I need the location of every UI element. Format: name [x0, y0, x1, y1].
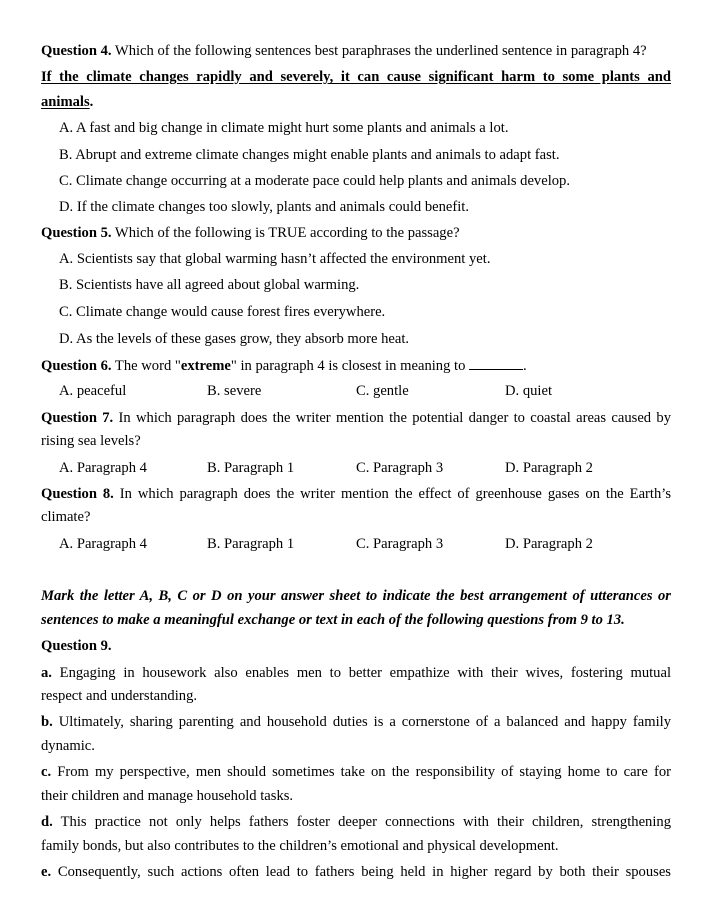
q7-question-line1: Question 7. In which paragraph does the writer mention the potential danger to coastal areas caused by — [41, 410, 671, 426]
q7-option-c[interactable]: C. Paragraph 3 — [356, 460, 444, 476]
q5-question — [41, 224, 671, 242]
q4-option-c[interactable]: C. Climate change occurring at a moderate pace could help plants and animals develop. — [59, 173, 571, 189]
q5-option-b[interactable]: B. Scientists have all agreed about global warming. — [59, 277, 360, 293]
q9-item-b-line1: b. Ultimately, sharing parenting and household duties is a cornerstone of a balanced and happy family — [41, 714, 671, 730]
q8-question-line2: climate? — [41, 509, 91, 525]
q7-question-line2: rising sea levels? — [41, 433, 141, 449]
q4-underlined-sentence-line1: If the climate changes rapidly and severely, it can cause significant harm to some plants and — [41, 69, 671, 85]
q8-option-d[interactable]: D. Paragraph 2 — [505, 536, 593, 552]
q9-item-a-line2: respect and understanding. — [41, 688, 198, 704]
q8-option-a[interactable]: A. Paragraph 4 — [59, 536, 147, 552]
q8-option-b[interactable]: B. Paragraph 1 — [207, 536, 295, 552]
q6-keyword: extreme — [180, 358, 231, 374]
q4-option-b[interactable]: B. Abrupt and extreme climate changes might enable plants and animals to adapt fast. — [59, 147, 560, 163]
q8-question-line1: Question 8. In which paragraph does the writer mention the effect of greenhouse gases on the Earth’s — [41, 486, 672, 502]
q6-question: Question 6. The word "extreme" in paragraph 4 is closest in meaning to . — [41, 358, 527, 374]
q5-option-d[interactable]: D. As the levels of these gases grow, they absorb more heat. — [59, 331, 410, 347]
q9-item-c-line2: their children and manage household tasks. — [41, 788, 294, 804]
q9-item-b-line2: dynamic. — [41, 738, 95, 754]
q4-stem: Which of the following sentences best paraphrases the underlined sentence in paragraph 4? — [111, 43, 647, 59]
q7-option-d[interactable]: D. Paragraph 2 — [505, 460, 593, 476]
q5-label: Question 5. — [41, 225, 112, 241]
q4-option-d[interactable]: D. If the climate changes too slowly, plants and animals could benefit. — [59, 199, 469, 215]
q4-label: Question 4. — [41, 43, 112, 59]
q8-label: Question 8. — [41, 486, 114, 502]
instruction-line1: Mark the letter A, B, C or D on your answer sheet to indicate the best arrangement of utterances or — [41, 588, 671, 604]
q7-option-a[interactable]: A. Paragraph 4 — [59, 460, 147, 476]
q6-label: Question 6. — [41, 358, 112, 374]
q6-option-b[interactable]: B. severe — [207, 383, 262, 399]
q9-label: Question 9. — [41, 638, 112, 654]
q6-option-a[interactable]: A. peaceful — [59, 383, 127, 399]
q9-item-d-line2: family bonds, but also contributes to the children’s emotional and physical development. — [41, 838, 559, 854]
answer-blank — [469, 356, 523, 370]
q4-option-a[interactable]: A. A fast and big change in climate might hurt some plants and animals a lot. — [59, 120, 509, 136]
q4-question — [41, 42, 671, 60]
q8-option-c[interactable]: C. Paragraph 3 — [356, 536, 444, 552]
q5-stem: Which of the following is TRUE according to the passage? — [111, 225, 460, 241]
q4-underlined-sentence-line2: animals. — [41, 94, 94, 110]
instruction-line2: sentences to make a meaningful exchange or text in each of the following questions from 9 to 13. — [41, 612, 625, 628]
q6-option-d[interactable]: D. quiet — [505, 383, 553, 399]
q9-item-a-line1: a. Engaging in housework also enables men to better empathize with their wives, fostering mutual — [41, 665, 671, 681]
q5-option-c[interactable]: C. Climate change would cause forest fires everywhere. — [59, 304, 386, 320]
q9-item-c-line1: c. From my perspective, men should sometimes take on the responsibility of staying home to care for — [41, 764, 671, 780]
q9-item-e-line1: e. Consequently, such actions often lead to fathers being held in higher regard by both their spouses — [41, 864, 671, 880]
q5-option-a[interactable]: A. Scientists say that global warming hasn’t affected the environment yet. — [59, 251, 491, 267]
q7-option-b[interactable]: B. Paragraph 1 — [207, 460, 295, 476]
q7-label: Question 7. — [41, 410, 114, 426]
q9-item-d-line1: d. This practice not only helps fathers foster deeper connections with their children, strengthening — [41, 814, 671, 830]
q6-option-c[interactable]: C. gentle — [356, 383, 409, 399]
